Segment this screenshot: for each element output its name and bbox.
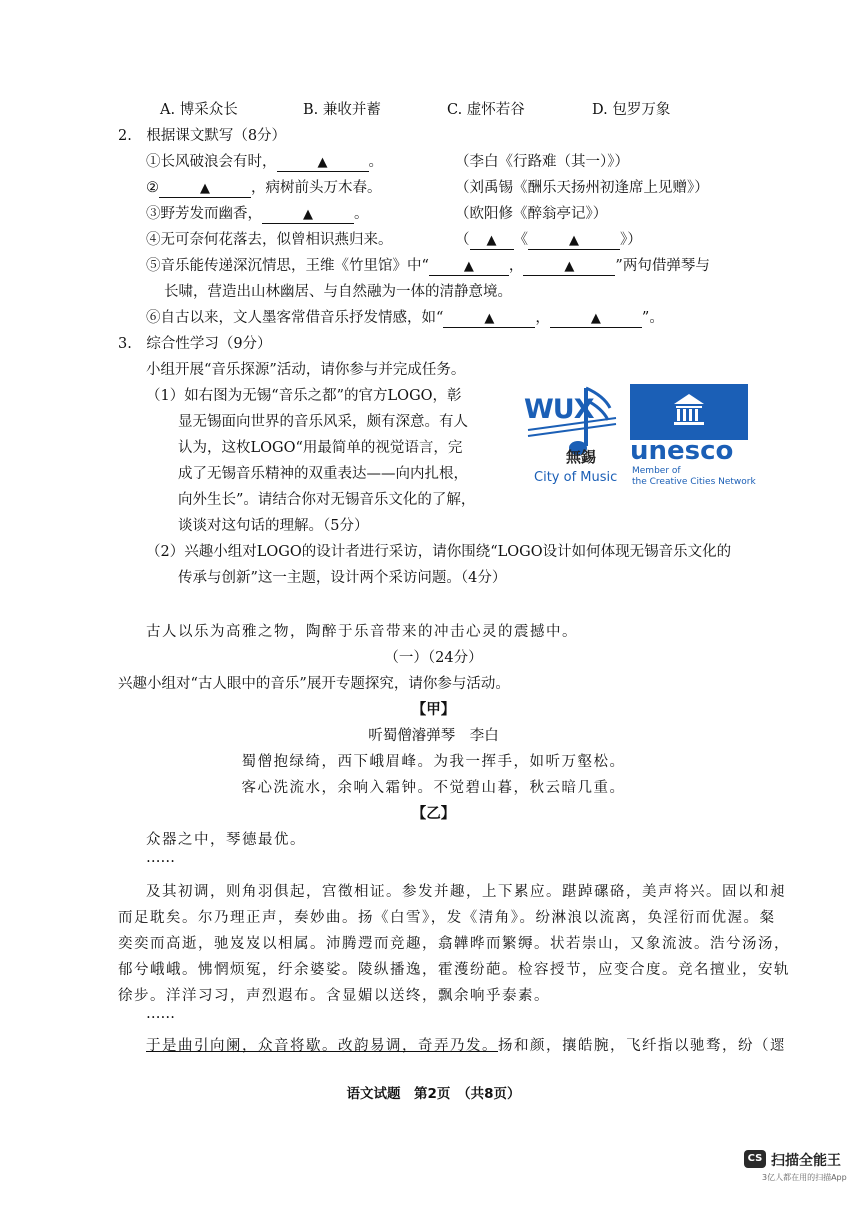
q2-item-4-source bbox=[455, 228, 642, 250]
triangle-icon: ▲ bbox=[564, 259, 575, 274]
q2-item-1-pre: ①长风破浪会有时， bbox=[146, 154, 277, 170]
source-mid: 《 bbox=[513, 232, 528, 248]
jia-label: 【甲】 bbox=[411, 701, 456, 718]
q2-item-5-pre: ⑤音乐能传递深沉情思，王维《竹里馆》中“ bbox=[146, 258, 429, 274]
reading-task: 兴趣小组对“古人眼中的音乐”展开专题探究，请你参与活动。 bbox=[118, 676, 510, 692]
q2-item-3-source: （欧阳修《醉翁亭记》） bbox=[455, 206, 608, 222]
q2-item-5-cont: 长啸，营造出山林幽居、与自然融为一体的清静意境。 bbox=[164, 284, 512, 300]
triangle-icon: ▲ bbox=[590, 311, 601, 326]
q3-sub1-line: 向外生长”。请结合你对无锡音乐文化的了解， bbox=[178, 492, 476, 508]
answer-blank[interactable] bbox=[550, 310, 642, 328]
triangle-icon: ▲ bbox=[569, 233, 579, 248]
temple-icon bbox=[630, 384, 748, 440]
passage-line: 徐步。洋洋习习，声烈遐布。含显媚以送终，飘余响乎泰素。 bbox=[118, 988, 550, 1004]
answer-blank[interactable] bbox=[443, 310, 535, 328]
camscanner-logo-icon: CS bbox=[744, 1150, 766, 1168]
creative-cities-label bbox=[632, 466, 756, 488]
q2-item-3-post: 。 bbox=[354, 206, 369, 222]
source-close: 》） bbox=[620, 232, 642, 248]
q3-sub1-line: 认为，这枚LOGO“用最简单的视觉语言，完 bbox=[178, 440, 463, 456]
q3-sub1-line: 显无锡面向世界的音乐风采，颇有深意。有人 bbox=[178, 414, 468, 430]
q2-item-2-source: （刘禹锡《酬乐天扬州初逢席上见赠》） bbox=[455, 180, 709, 196]
q2-item-1-post: 。 bbox=[368, 154, 383, 170]
answer-blank[interactable] bbox=[159, 180, 251, 198]
poem-title: 听蜀僧濬弹琴 李白 bbox=[368, 728, 499, 744]
wuxi-music-logo bbox=[516, 380, 766, 498]
q3-sub2-line: 传承与创新”这一主题，设计两个采访问题。（4分） bbox=[178, 570, 507, 586]
q2-item-2-post: ，病树前头万木春。 bbox=[251, 180, 382, 196]
option-b: B. 兼收并蓄 bbox=[303, 102, 381, 118]
triangle-icon: ▲ bbox=[484, 311, 495, 326]
option-d: D. 包罗万象 bbox=[592, 102, 671, 118]
q2-item-2 bbox=[146, 176, 382, 198]
ellipsis: …… bbox=[146, 850, 175, 866]
city-of-music-label: City of Music bbox=[534, 470, 618, 485]
triangle-icon: ▲ bbox=[486, 233, 497, 248]
yi-first-line: 众器之中，琴德最优。 bbox=[146, 832, 306, 848]
q2-item-6-post: ”。 bbox=[641, 310, 664, 326]
answer-blank[interactable] bbox=[523, 258, 615, 276]
q2-item-3 bbox=[146, 202, 369, 224]
reading-intro: 古人以乐为高雅之物，陶醉于乐音带来的冲击心灵的震撼中。 bbox=[146, 624, 578, 640]
answer-blank[interactable] bbox=[528, 232, 620, 250]
answer-blank[interactable] bbox=[470, 232, 514, 250]
unesco-wordmark: unesco bbox=[630, 436, 734, 466]
q2-item-3-pre: ③野芳发而幽香， bbox=[146, 206, 262, 222]
q2-item-5 bbox=[146, 254, 710, 276]
triangle-icon: ▲ bbox=[463, 259, 474, 274]
option-a: A. 博采众长 bbox=[160, 102, 238, 118]
underlined-sentence: 于是曲引向阑，众音将歇。改韵易调，奇弄乃发。 bbox=[146, 1038, 498, 1054]
q2-item-6-pre: ⑥自古以来，文人墨客常借音乐抒发情感，如“ bbox=[146, 310, 444, 326]
page-footer: 语文试题 第2页 （共8页） bbox=[346, 1086, 521, 1102]
answer-blank[interactable] bbox=[262, 206, 354, 224]
passage-line: 郁兮峨峨。怫惘烦冤，纡余婆娑。陵纵播逸，霍濩纷葩。检容授节，应变合度。竞名擅业，安轨 bbox=[118, 962, 790, 978]
source-open: （ bbox=[455, 232, 470, 248]
question-2-title: 2. 根据课文默写（8分） bbox=[118, 128, 287, 144]
poem-line: 蜀僧抱绿绮，西下峨眉峰。为我一挥手，如听万壑松。 bbox=[241, 754, 626, 770]
q2-item-6-mid: ， bbox=[535, 310, 550, 326]
camscanner-tagline: 3亿人都在用的扫描App bbox=[762, 1173, 847, 1182]
ellipsis: …… bbox=[146, 1006, 175, 1022]
q2-item-5-post: ”两句借弹琴与 bbox=[615, 258, 710, 274]
wux-wordmark: WUX bbox=[524, 394, 594, 425]
yi-label: 【乙】 bbox=[411, 805, 456, 822]
answer-blank[interactable] bbox=[429, 258, 509, 276]
option-c: C. 虚怀若谷 bbox=[447, 102, 525, 118]
passage-line: 奕奕而高逝，驰岌岌以相属。沛腾遌而竞趣，翕韡晔而繁缛。状若崇山，又象流波。浩兮汤汤， bbox=[118, 936, 790, 952]
member-line-1: Member of bbox=[632, 466, 681, 476]
question-3-title: 3. 综合性学习（9分） bbox=[118, 336, 272, 352]
q3-sub1-line: 成了无锡音乐精神的双重表达——向内扎根， bbox=[178, 466, 468, 482]
q3-sub2-line: （2）兴趣小组对LOGO的设计者进行采访，请你围绕“LOGO设计如何体现无锡音乐文化的 bbox=[146, 544, 732, 560]
q3-intro: 小组开展“音乐探源”活动，请你参与并完成任务。 bbox=[146, 362, 466, 378]
triangle-icon: ▲ bbox=[317, 155, 328, 170]
q2-item-1-source: （李白《行路难（其一）》） bbox=[455, 154, 629, 170]
poem-line: 客心洗流水，余响入霜钟。不觉碧山暮，秋云暗几重。 bbox=[241, 780, 626, 796]
member-line-2: the Creative Cities Network bbox=[632, 477, 756, 487]
section-heading: （一）（24分） bbox=[384, 650, 483, 666]
passage-last-line bbox=[146, 1034, 786, 1055]
triangle-icon: ▲ bbox=[303, 207, 313, 222]
q2-item-6 bbox=[146, 306, 664, 328]
passage-line: 而足耽矣。尔乃理正声，奏妙曲。扬《白雪》，发《清角》。纷淋浪以流离，奂淫衍而优渥。粲 bbox=[118, 910, 776, 926]
passage-rest: 扬和颜，攘皓腕，飞纤指以驰骛，纷（遝 bbox=[498, 1038, 786, 1054]
q3-sub1-line: （1）如右图为无锡“音乐之都”的官方LOGO，彰 bbox=[146, 388, 462, 404]
answer-blank[interactable] bbox=[277, 154, 369, 172]
q2-item-4: ④无可奈何花落去，似曾相识燕归来。 bbox=[146, 232, 393, 248]
triangle-icon: ▲ bbox=[200, 181, 210, 196]
calligraphy-mark: 無錫 bbox=[566, 448, 597, 466]
passage-line: 及其初调，则角羽俱起，宫徵相证。参发并趣，上下累应。踸踔磥硌，美声将兴。固以和昶 bbox=[146, 884, 786, 900]
q2-item-5-mid: ， bbox=[508, 258, 524, 274]
unesco-emblem bbox=[630, 384, 748, 440]
camscanner-name: 扫描全能王 bbox=[771, 1153, 841, 1169]
q2-item-2-pre: ② bbox=[146, 180, 159, 196]
q3-sub1-line: 谈谈对这句话的理解。（5分） bbox=[178, 518, 369, 534]
q2-item-1 bbox=[146, 150, 383, 172]
